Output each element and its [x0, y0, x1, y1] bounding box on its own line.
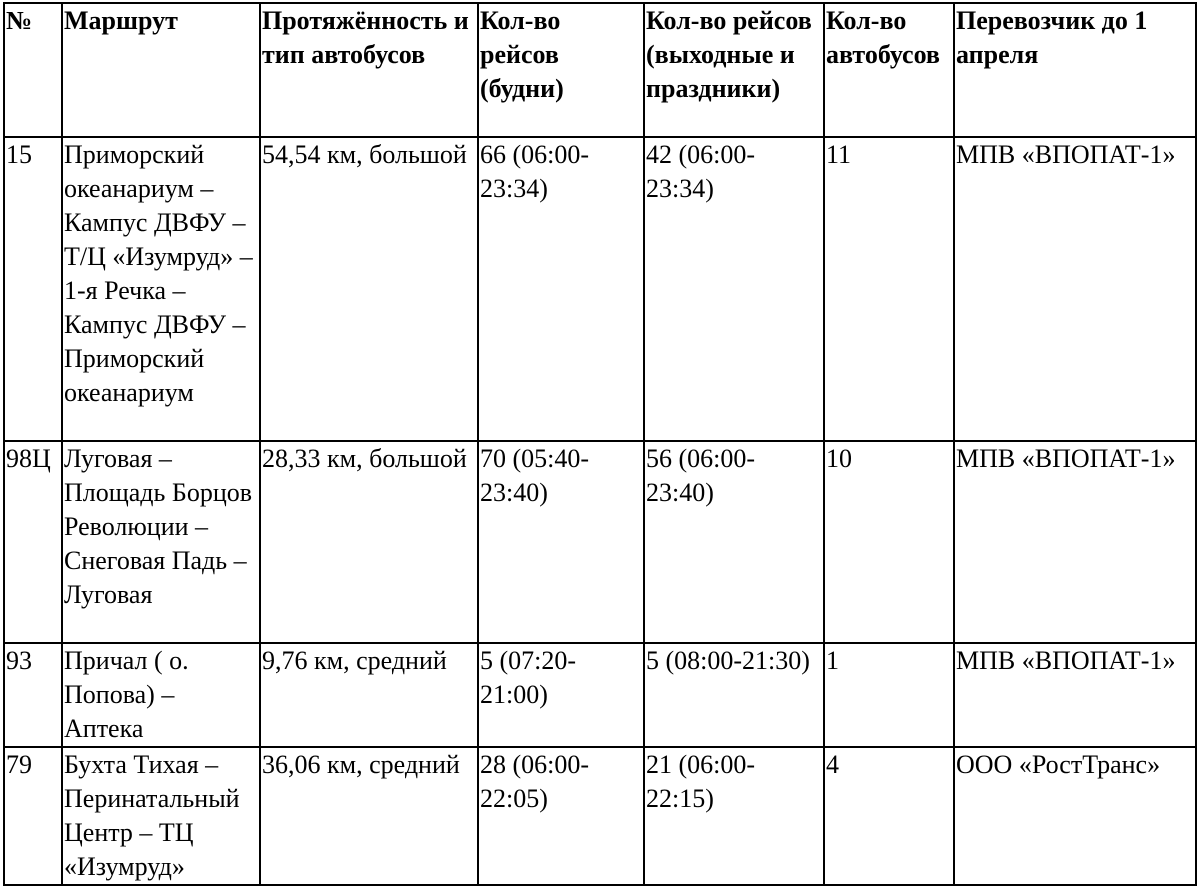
- cell-route: Приморский океанариум – Кампус ДВФУ – Т/Ц «Изумруд» – 1-я Речка – Кампус ДВФУ – Приморский океанариум: [62, 137, 260, 441]
- cell-number: 15: [4, 137, 62, 441]
- table-row: [4, 441, 1196, 643]
- cell-route: Причал ( о. Попова) – Аптека: [62, 643, 260, 747]
- cell-length-bus-type: 9,76 км, средний: [260, 643, 478, 747]
- header-route: Маршрут: [62, 3, 260, 137]
- header-length-bus-type: Протяжённость и тип автобусов: [260, 3, 478, 137]
- table-row: [4, 137, 1196, 441]
- cell-trips-weekends: 21 (06:00-22:15): [644, 747, 824, 885]
- table-row: [4, 747, 1196, 885]
- cell-length-bus-type: 28,33 км, большой: [260, 441, 478, 643]
- cell-number: 98Ц: [4, 441, 62, 643]
- cell-number: 79: [4, 747, 62, 885]
- cell-bus-count: 10: [824, 441, 954, 643]
- cell-number: 93: [4, 643, 62, 747]
- header-trips-weekends: Кол-во рейсов (выходные и праздники): [644, 3, 824, 137]
- cell-trips-weekdays: 70 (05:40-23:40): [478, 441, 644, 643]
- table-row: [4, 643, 1196, 747]
- cell-length-bus-type: 36,06 км, средний: [260, 747, 478, 885]
- header-trips-weekdays: Кол-во рейсов (будни): [478, 3, 644, 137]
- cell-carrier: МПВ «ВПОПАТ-1»: [954, 643, 1196, 747]
- cell-route: Бухта Тихая – Перинатальный Центр – ТЦ «Изумруд»: [62, 747, 260, 885]
- cell-length-bus-type: 54,54 км, большой: [260, 137, 478, 441]
- cell-trips-weekdays: 66 (06:00-23:34): [478, 137, 644, 441]
- cell-route: Луговая – Площадь Борцов Революции – Снеговая Падь – Луговая: [62, 441, 260, 643]
- cell-trips-weekdays: 28 (06:00-22:05): [478, 747, 644, 885]
- cell-bus-count: 1: [824, 643, 954, 747]
- header-row: [4, 3, 1196, 137]
- cell-trips-weekdays: 5 (07:20-21:00): [478, 643, 644, 747]
- cell-trips-weekends: 5 (08:00-21:30): [644, 643, 824, 747]
- cell-carrier: МПВ «ВПОПАТ-1»: [954, 441, 1196, 643]
- header-bus-count: Кол-во автобусов: [824, 3, 954, 137]
- cell-carrier: ООО «РостТранс»: [954, 747, 1196, 885]
- header-carrier: Перевозчик до 1 апреля: [954, 3, 1196, 137]
- cell-trips-weekends: 56 (06:00-23:40): [644, 441, 824, 643]
- cell-bus-count: 11: [824, 137, 954, 441]
- cell-bus-count: 4: [824, 747, 954, 885]
- header-number: №: [4, 3, 62, 137]
- cell-carrier: МПВ «ВПОПАТ-1»: [954, 137, 1196, 441]
- cell-trips-weekends: 42 (06:00-23:34): [644, 137, 824, 441]
- routes-table: [3, 2, 1197, 886]
